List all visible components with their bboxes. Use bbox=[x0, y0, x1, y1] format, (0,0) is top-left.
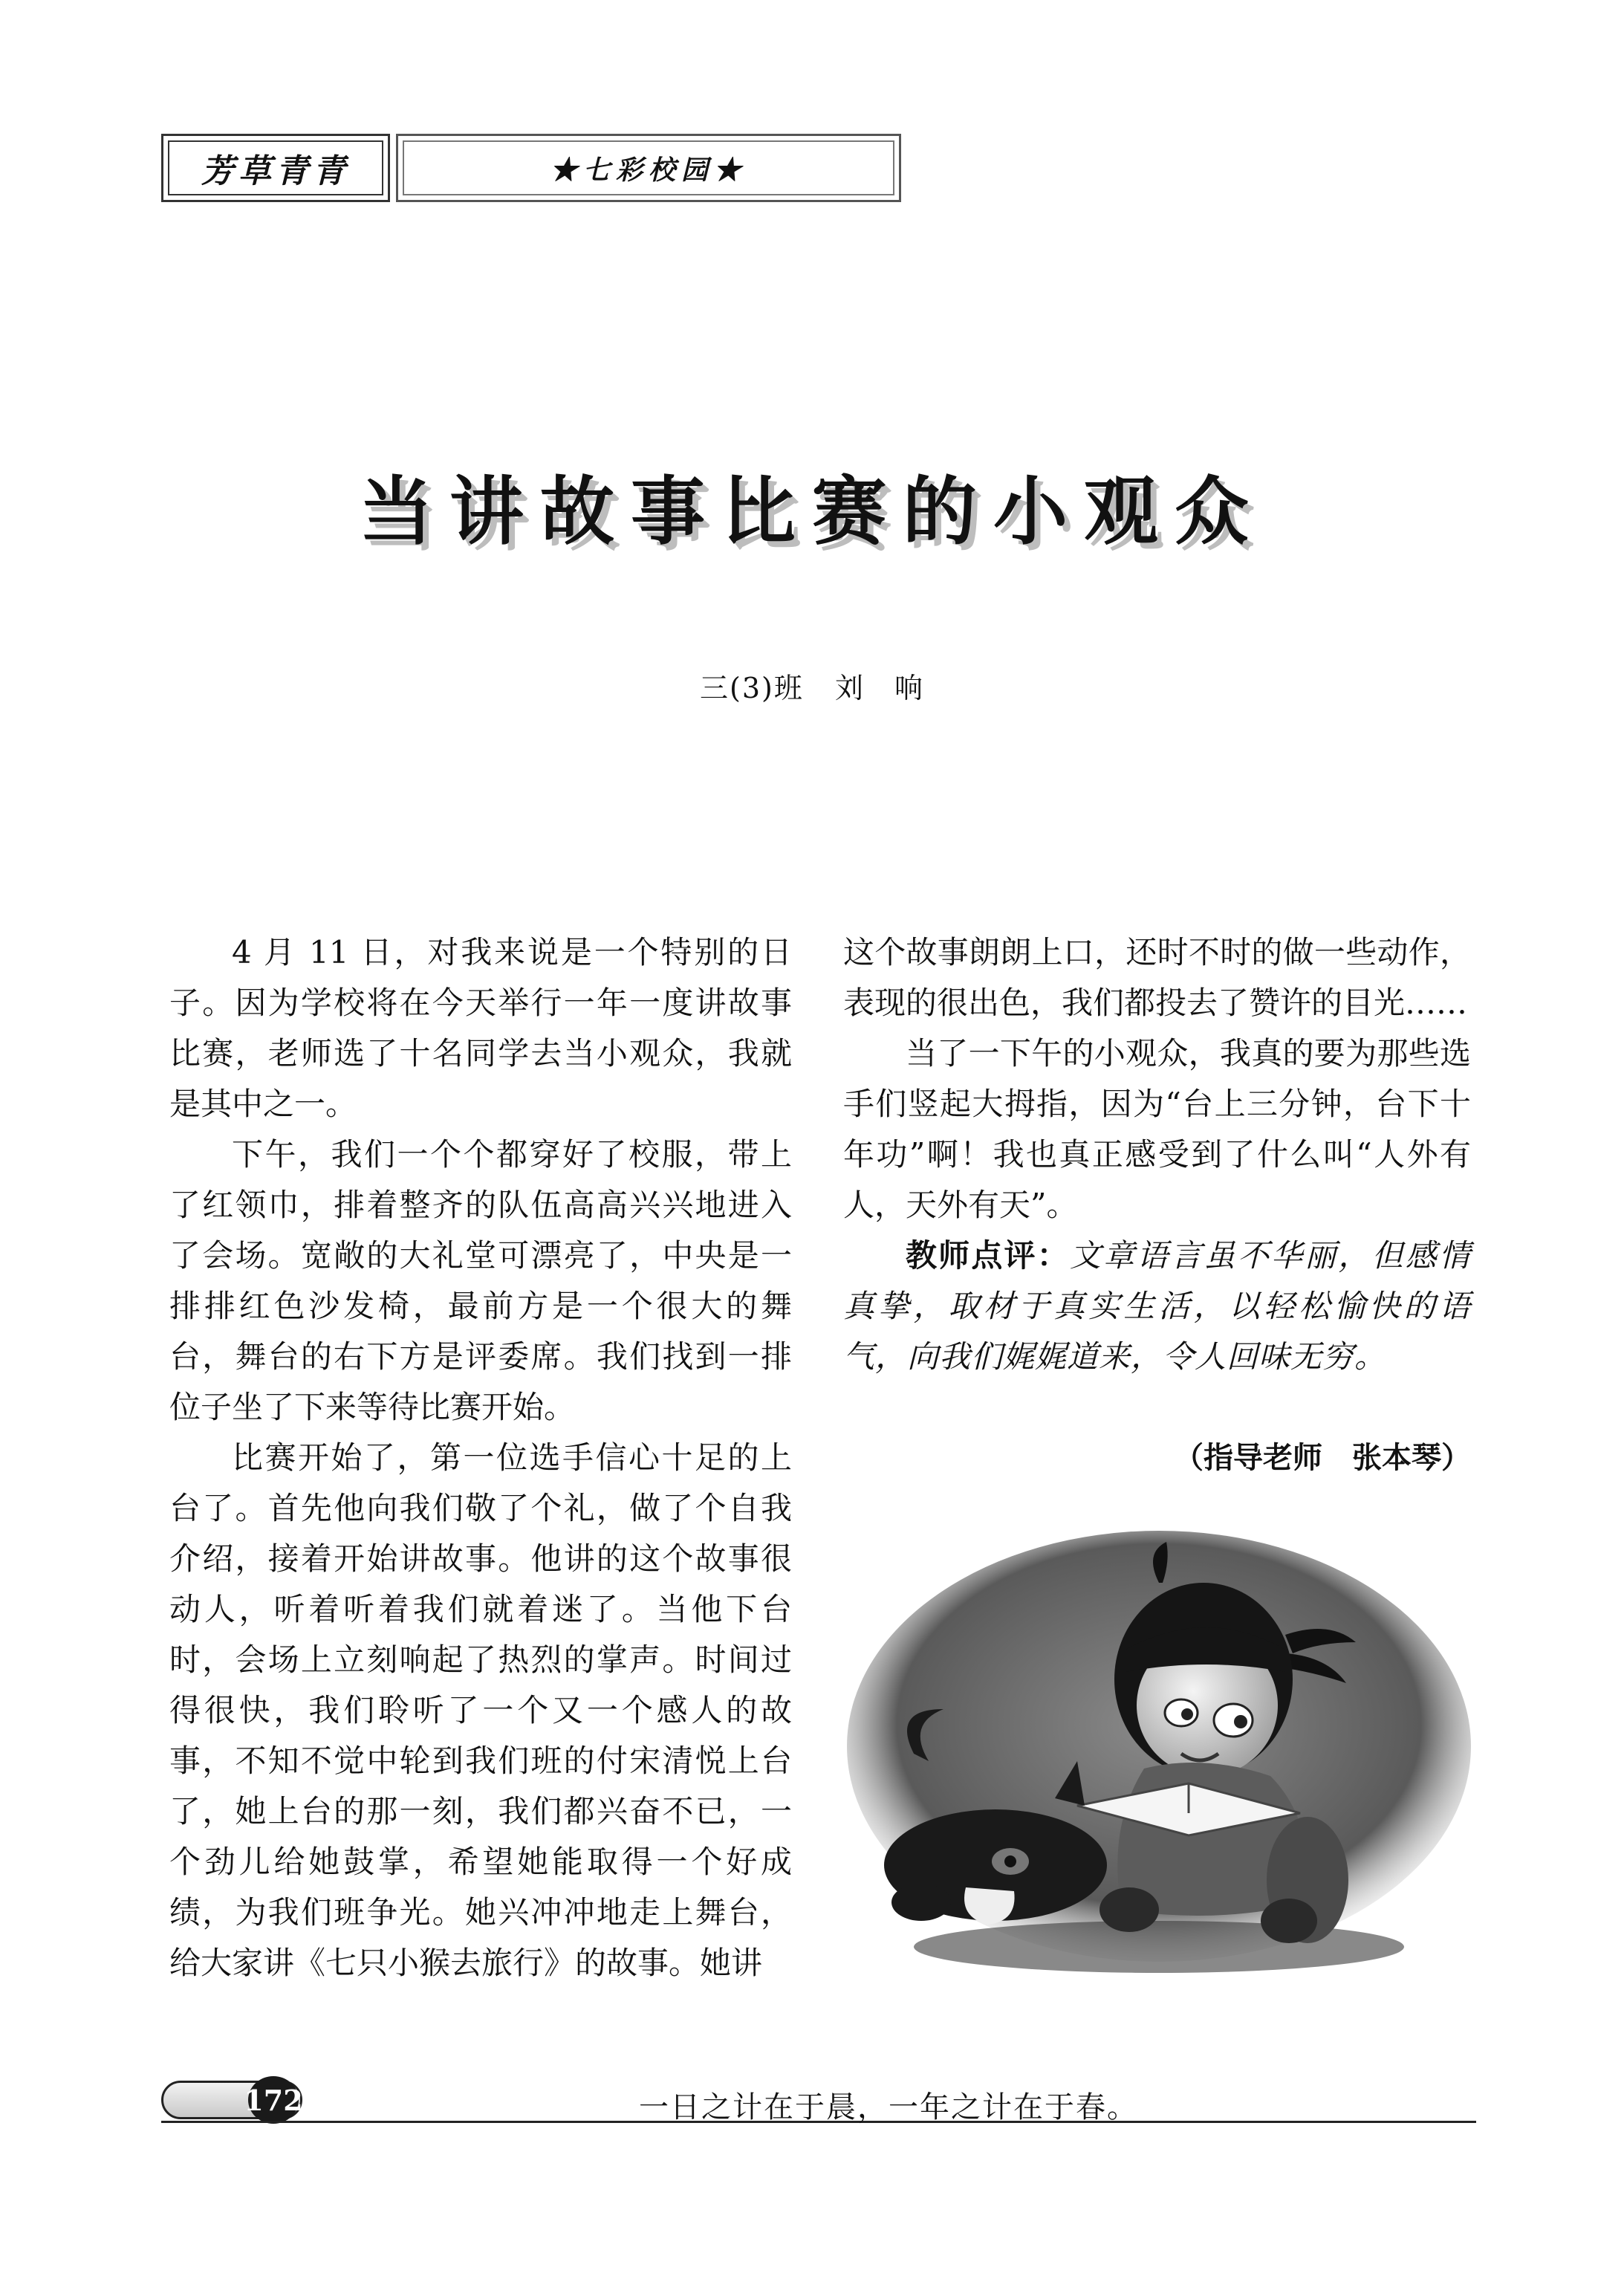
column-title: ★七彩校园★ bbox=[403, 140, 894, 195]
left-column bbox=[169, 927, 792, 1988]
paragraph: 当了一下午的小观众，我真的要为那些选手们竖起大拇指，因为“台上三分钟，台下十年功”啊！我也真正感受到了什么叫“人外有人，天外有天”。 bbox=[843, 1035, 1471, 1223]
section-header-box bbox=[161, 134, 390, 202]
page-number: 172 bbox=[248, 2076, 299, 2124]
article-byline bbox=[0, 665, 1624, 706]
author-class: 三(3)班 bbox=[700, 672, 804, 704]
girl-reading-book-with-cat-icon bbox=[832, 1531, 1471, 1977]
teacher-signature: （指导老师 张本琴） bbox=[1174, 1441, 1471, 1475]
paragraph-continuation: 这个故事朗朗上口，还时不时的做一些动作，表现的很出色，我们都投去了赞许的目光…… bbox=[843, 934, 1471, 1021]
footer-motto: 一日之计在于晨，一年之计在于春。 bbox=[639, 2090, 1138, 2124]
paragraph: 4 月 11 日，对我来说是一个特别的日子。因为学校将在今天举行一年一度讲故事比赛，老师选了十名同学去当小观众，我就是其中之一。 bbox=[169, 934, 792, 1122]
teacher-comment bbox=[843, 1231, 1471, 1382]
paragraph: 下午，我们一个个都穿好了校服，带上了红领巾，排着整齐的队伍高高兴兴地进入了会场。宽敞的大礼堂可漂亮了，中央是一排排红色沙发椅，最前方是一个很大的舞台，舞台的右下方是评委席。我们找到一排位子坐了下来等待比赛开始。 bbox=[169, 1136, 792, 1425]
author-name: 刘 响 bbox=[834, 672, 924, 704]
paragraph: 比赛开始了，第一位选手信心十足的上台了。首先他向我们敬了个礼，做了个自我介绍，接着开始讲故事。他讲的这个故事很动人，听着听着我们就着迷了。当他下台时，会场上立刻响起了热烈的掌声。时间过得很快，我们聆听了一个又一个感人的故事，不知不觉中轮到我们班的付宋清悦上台了，她上台的那一刻，我们都兴奋不已，一个劲儿给她鼓掌，希望她能取得一个好成绩，为我们班争光。她兴冲冲地走上舞台，给大家讲《七只小猴去旅行》的故事。她讲 bbox=[169, 1439, 792, 1981]
comment-text: 文章语言虽不华丽，但感情真挚，取材于真实生活，以轻松愉快的语气，向我们娓娓道来，令人回味无穷。 bbox=[843, 1237, 1471, 1375]
column-header-box bbox=[396, 134, 901, 202]
right-column bbox=[843, 927, 1471, 1382]
article-title: 当讲故事比赛的小观众 bbox=[359, 467, 1265, 555]
section-title: 芳草青青 bbox=[168, 140, 383, 195]
comment-label: 教师点评： bbox=[906, 1237, 1070, 1274]
